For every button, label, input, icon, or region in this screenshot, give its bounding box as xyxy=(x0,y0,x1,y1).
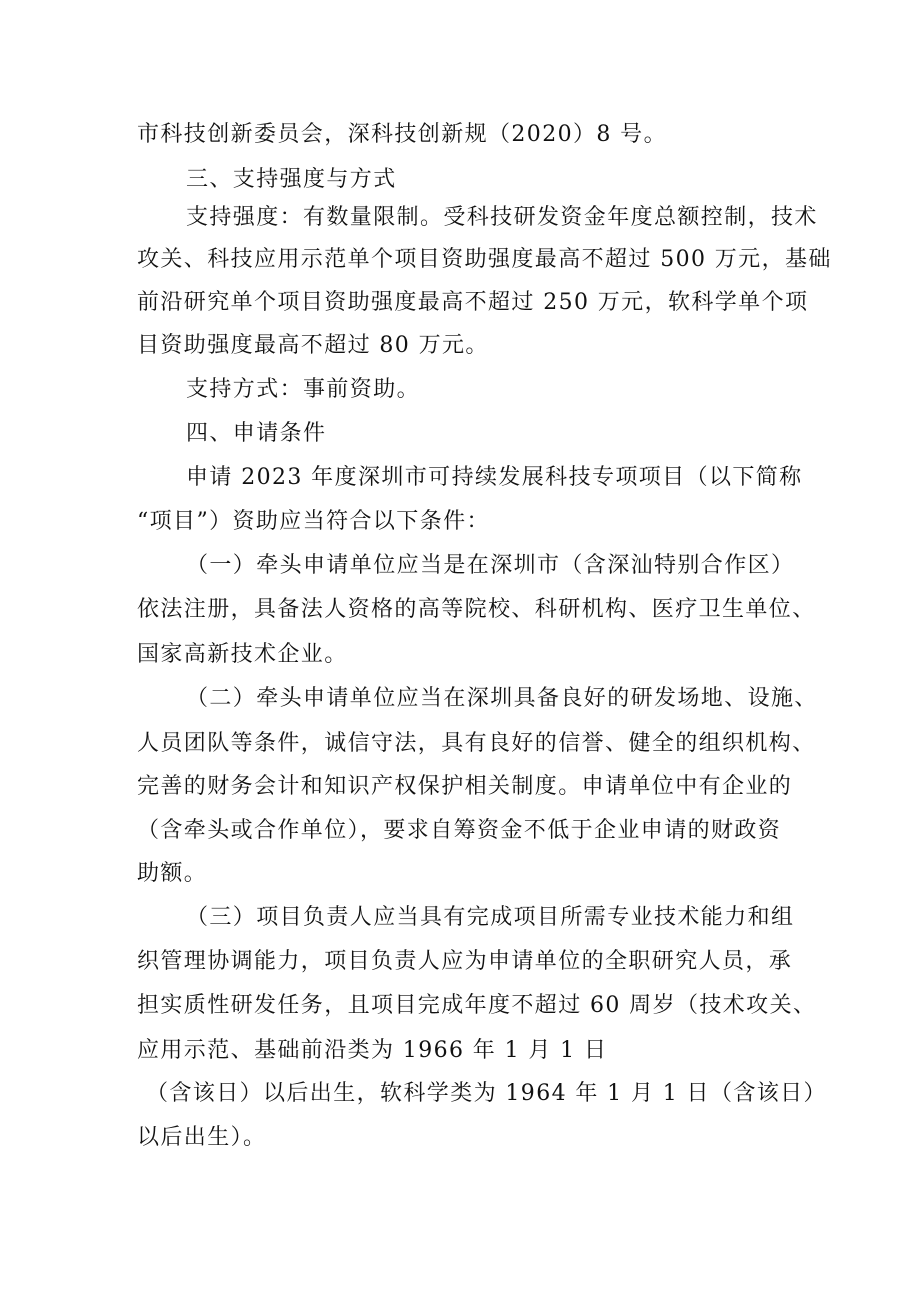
text-line: 人员团队等条件，诚信守法，具有良好的信誉、健全的组织机构、 xyxy=(137,731,816,756)
text-line: （二）牵头申请单位应当在深圳具备良好的研发场地、设施、 xyxy=(186,686,818,711)
text-line: 助额。 xyxy=(137,861,208,886)
text-line: 攻关、科技应用示范单个项目资助强度最高不超过 500 万元，基础 xyxy=(137,247,832,272)
text-line: 目资助强度最高不超过 80 万元。 xyxy=(137,333,489,358)
text-line: 应用示范、基础前沿类为 1966 年 1 月 1 日 xyxy=(137,1038,608,1063)
text-line: 支持强度：有数量限制。受科技研发资金年度总额控制，技术 xyxy=(186,205,818,230)
text-line: 国家高新技术企业。 xyxy=(137,642,348,667)
text-line: 以后出生）。 xyxy=(137,1125,267,1150)
text-line: “项目”）资助应当符合以下条件： xyxy=(137,509,490,534)
text-line: 市科技创新委员会，深科技创新规（2020）8 号。 xyxy=(137,122,667,147)
section-heading-support: 三、支持强度与方式 xyxy=(186,167,397,192)
text-line: （含牵头或合作单位），要求自筹资金不低于企业申请的财政资 xyxy=(137,818,782,843)
text-line: 申请 2023 年度深圳市可持续发展科技专项项目（以下简称 xyxy=(186,465,803,490)
text-line: （一）牵头申请单位应当是在深圳市（含深汕特别合作区） xyxy=(186,553,795,578)
text-line: 织管理协调能力，项目负责人应为申请单位的全职研究人员，承 xyxy=(137,949,793,974)
text-line: 前沿研究单个项目资助强度最高不超过 250 万元，软科学单个项 xyxy=(137,290,809,315)
section-heading-conditions: 四、申请条件 xyxy=(186,421,327,446)
text-line: 完善的财务会计和知识产权保护相关制度。申请单位中有企业的 xyxy=(137,774,793,799)
text-line: 担实质性研发任务，且项目完成年度不超过 60 周岁（技术攻关、 xyxy=(137,993,817,1018)
text-line: 依法注册，具备法人资格的高等院校、科研机构、医疗卫生单位、 xyxy=(137,597,816,622)
text-line: 支持方式：事前资助。 xyxy=(186,377,421,402)
text-line: （含该日）以后出生，软科学类为 1964 年 1 月 1 日（含该日） xyxy=(146,1081,827,1106)
text-line: （三）项目负责人应当具有完成项目所需专业技术能力和组 xyxy=(186,905,795,930)
